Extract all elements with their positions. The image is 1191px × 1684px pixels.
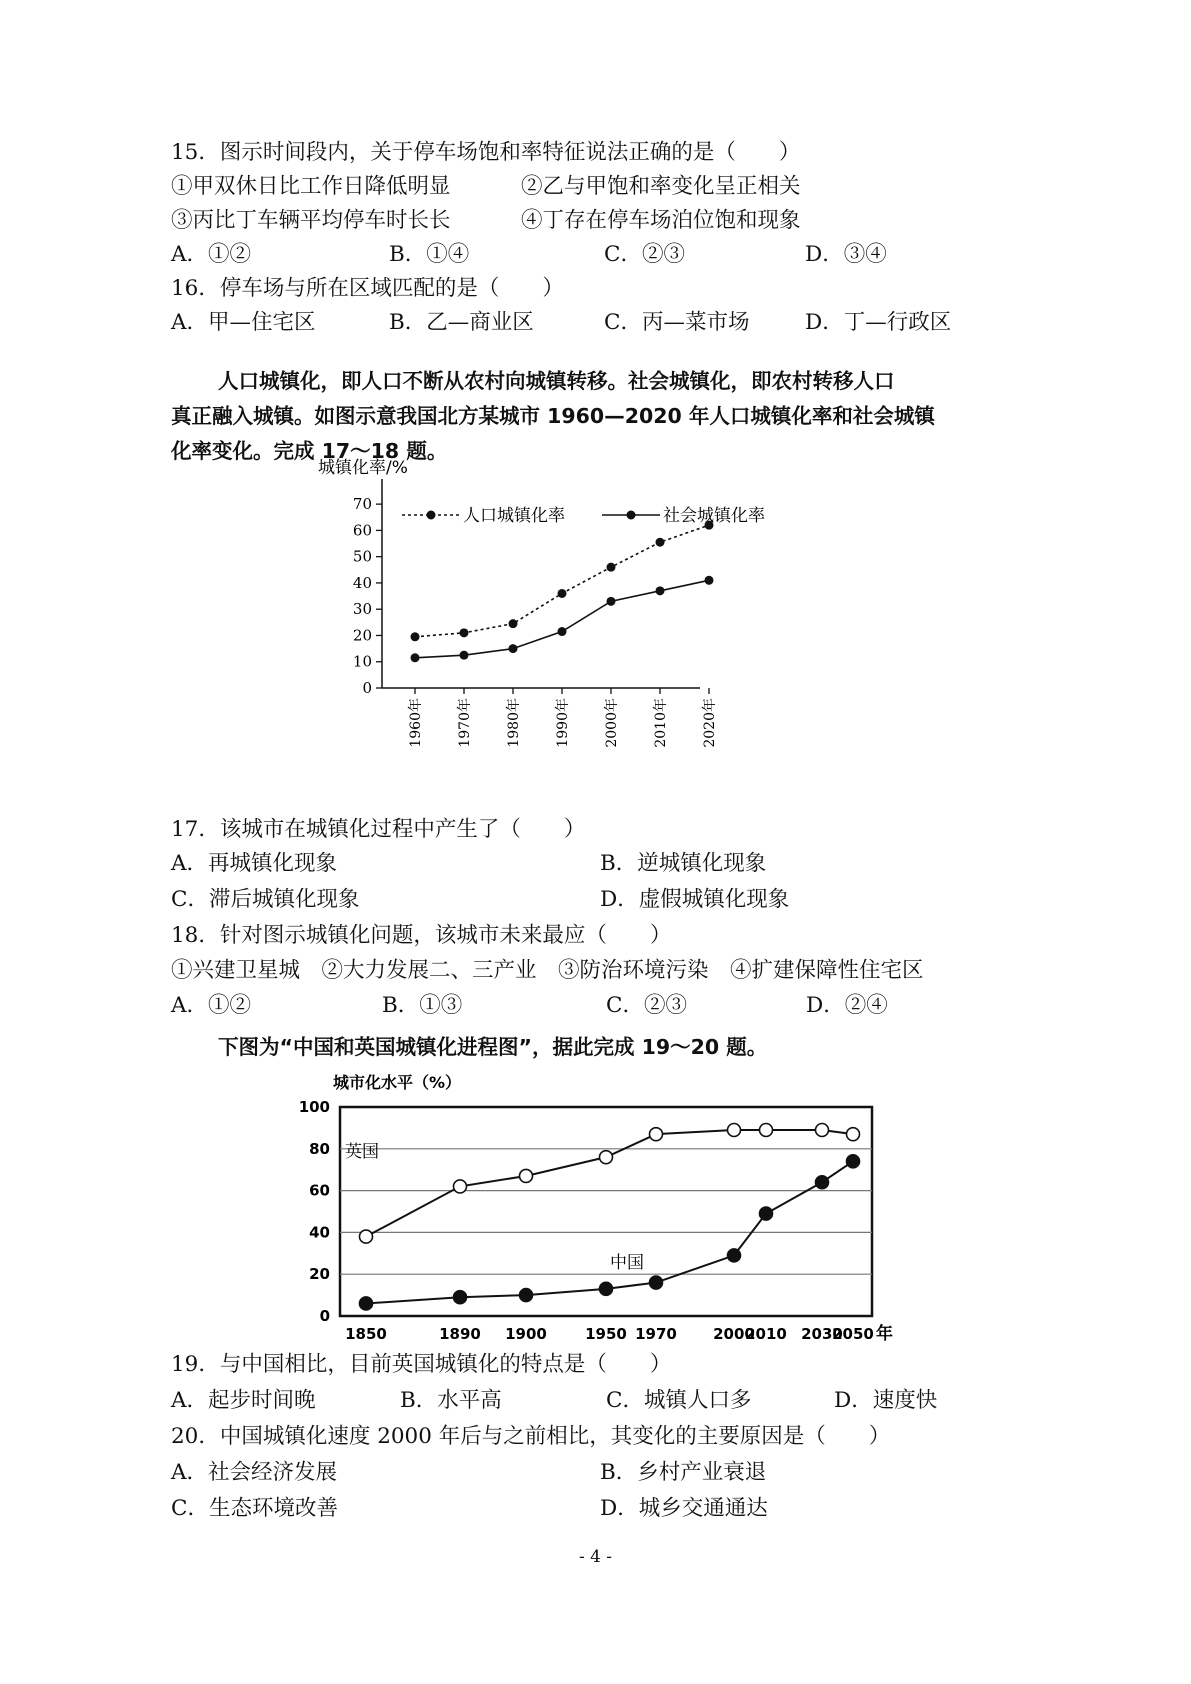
question-20-option-d[interactable]: D．城乡交通通达 <box>600 1496 768 1521</box>
question-16-option-b[interactable]: B．乙—商业区 <box>389 310 534 335</box>
question-20-option-c[interactable]: C．生态环境改善 <box>171 1496 338 1521</box>
intro-17-line-3: 化率变化。完成 17～18 题。 <box>171 439 448 463</box>
question-15-stem: 15．图示时间段内，关于停车场饱和率特征说法正确的是（ ） <box>171 140 801 165</box>
question-18-option-d[interactable]: D．②④ <box>806 993 888 1018</box>
question-15-item-3: ③丙比丁车辆平均停车时长长 <box>171 208 451 233</box>
question-17-stem: 17．该城市在城镇化过程中产生了（ ） <box>171 817 586 842</box>
question-20-stem: 20．中国城镇化速度 2000 年后与之前相比，其变化的主要原因是（ ） <box>171 1424 891 1449</box>
series-1-point <box>760 1123 773 1136</box>
legend-label-2: 社会城镇化率 <box>663 506 765 526</box>
y-tick-label: 0 <box>319 1307 330 1325</box>
x-tick-label: 2020年 <box>702 698 718 748</box>
question-15-option-d[interactable]: D．③④ <box>805 242 887 267</box>
urbanization-rate-chart <box>318 458 800 810</box>
series-2-point <box>520 1289 533 1302</box>
y-axis-label: 城市化水平（%） <box>333 1073 462 1092</box>
series-1-point <box>728 1123 741 1136</box>
question-15-item-2: ②乙与甲饱和率变化呈正相关 <box>521 174 801 199</box>
series-2-point <box>656 586 665 595</box>
question-16-option-a[interactable]: A．甲—住宅区 <box>171 310 316 335</box>
question-18-stem: 18．针对图示城镇化问题，该城市未来最应（ ） <box>171 923 672 948</box>
x-tick-label: 2010 <box>745 1325 787 1343</box>
question-18-items: ①兴建卫星城 ②大力发展二、三产业 ③防治环境污染 ④扩建保障性住宅区 <box>171 958 924 983</box>
question-15-item-4: ④丁存在停车场泊位饱和现象 <box>521 208 801 233</box>
y-tick-label: 80 <box>309 1139 330 1158</box>
question-15-option-a[interactable]: A．①② <box>171 242 252 267</box>
question-19-option-c[interactable]: C．城镇人口多 <box>606 1388 752 1413</box>
x-tick-label: 1990年 <box>555 698 571 748</box>
question-16-option-c[interactable]: C．丙—菜市场 <box>604 310 750 335</box>
series-2-point <box>454 1291 467 1304</box>
x-tick-label: 1980年 <box>506 698 522 748</box>
legend-marker-1 <box>427 511 436 520</box>
series-2-point <box>411 653 420 662</box>
question-17-option-c[interactable]: C．滞后城镇化现象 <box>171 887 360 912</box>
y-tick-label: 60 <box>352 521 372 540</box>
series-2-point <box>558 627 567 636</box>
y-tick-label: 40 <box>352 573 372 592</box>
series-1-point <box>460 628 469 637</box>
question-20-option-a[interactable]: A．社会经济发展 <box>171 1460 338 1485</box>
series-2-point <box>847 1155 860 1168</box>
x-tick-label: 1890 <box>439 1325 481 1343</box>
legend-marker-2 <box>627 511 636 520</box>
question-17-option-a[interactable]: A．再城镇化现象 <box>171 851 338 876</box>
question-16-option-d[interactable]: D．丁—行政区 <box>805 310 952 335</box>
x-tick-label: 1970年 <box>457 698 473 748</box>
series-1-point <box>558 589 567 598</box>
question-15-option-c[interactable]: C．②③ <box>604 242 685 267</box>
series-1-point <box>411 632 420 641</box>
series-2-point <box>360 1297 373 1310</box>
series-1-point <box>360 1230 373 1243</box>
x-tick-label: 2000 <box>713 1325 755 1343</box>
question-17-option-b[interactable]: B．逆城镇化现象 <box>600 851 767 876</box>
x-tick-label: 1960年 <box>408 698 424 748</box>
question-16-stem: 16．停车场与所在区域匹配的是（ ） <box>171 276 564 301</box>
series-label-uk: 英国 <box>345 1142 379 1162</box>
y-tick-label: 0 <box>362 679 372 697</box>
question-18-option-a[interactable]: A．①② <box>171 993 252 1018</box>
page-number: - 4 - <box>578 1547 613 1567</box>
series-2-point <box>650 1276 663 1289</box>
x-tick-label: 1900 <box>505 1325 547 1343</box>
y-tick-label: 20 <box>309 1265 330 1284</box>
series-2-point <box>728 1249 741 1262</box>
legend-label-1: 人口城镇化率 <box>463 506 565 526</box>
x-tick-label: 1950 <box>585 1325 627 1343</box>
series-2-point <box>607 597 616 606</box>
intro-17-line-1: 人口城镇化，即人口不断从农村向城镇转移。社会城镇化，即农村转移人口 <box>218 369 895 393</box>
series-1-point <box>650 1128 663 1141</box>
series-1-point <box>816 1123 829 1136</box>
question-19-option-d[interactable]: D．速度快 <box>834 1388 938 1413</box>
x-tick-label: 1970 <box>635 1325 677 1343</box>
series-2-point <box>760 1207 773 1220</box>
intro-19: 下图为“中国和英国城镇化进程图”，据此完成 19～20 题。 <box>218 1035 768 1059</box>
y-tick-label: 40 <box>309 1223 330 1242</box>
china-uk-urbanization-chart <box>290 1070 910 1345</box>
question-19-option-b[interactable]: B．水平高 <box>400 1388 502 1413</box>
y-tick-label: 50 <box>352 547 372 566</box>
series-label-china: 中国 <box>610 1253 644 1273</box>
x-tick-label: 2010年 <box>653 698 669 748</box>
series-line-1 <box>415 525 709 637</box>
series-2-point <box>600 1282 613 1295</box>
question-18-option-c[interactable]: C．②③ <box>606 993 687 1018</box>
x-axis-label: 年 <box>876 1324 893 1344</box>
question-19-option-a[interactable]: A．起步时间晚 <box>171 1388 316 1413</box>
series-2-point <box>816 1176 829 1189</box>
question-15-option-b[interactable]: B．①④ <box>389 242 470 267</box>
x-tick-label: 2000年 <box>604 698 620 748</box>
series-1-point <box>520 1169 533 1182</box>
series-2-point <box>460 651 469 660</box>
y-tick-label: 70 <box>352 495 372 514</box>
question-18-option-b[interactable]: B．①③ <box>382 993 463 1018</box>
series-line-1 <box>366 1130 853 1237</box>
x-tick-label: 2050 <box>832 1325 874 1343</box>
series-1-point <box>509 619 518 628</box>
y-tick-label: 20 <box>352 626 372 645</box>
series-1-point <box>607 563 616 572</box>
series-2-point <box>509 644 518 653</box>
question-19-stem: 19．与中国相比，目前英国城镇化的特点是（ ） <box>171 1352 672 1377</box>
series-1-point <box>454 1180 467 1193</box>
y-tick-label: 100 <box>298 1098 330 1116</box>
series-1-point <box>847 1128 860 1141</box>
y-tick-label: 30 <box>352 600 372 619</box>
x-tick-label: 1850 <box>345 1325 387 1343</box>
question-15-item-1: ①甲双休日比工作日降低明显 <box>171 174 451 199</box>
series-1-point <box>656 538 665 547</box>
y-tick-label: 60 <box>309 1181 330 1200</box>
question-17-option-d[interactable]: D．虚假城镇化现象 <box>600 887 790 912</box>
question-20-option-b[interactable]: B．乡村产业衰退 <box>600 1460 767 1485</box>
y-tick-label: 10 <box>352 652 372 671</box>
intro-17-line-2: 真正融入城镇。如图示意我国北方某城市 1960—2020 年人口城镇化率和社会城镇 <box>171 404 935 428</box>
series-2-point <box>705 576 714 585</box>
y-axis-label: 城镇化率/% <box>318 458 408 478</box>
series-1-point <box>600 1151 613 1164</box>
x-tick-label: 2030 <box>801 1325 843 1343</box>
